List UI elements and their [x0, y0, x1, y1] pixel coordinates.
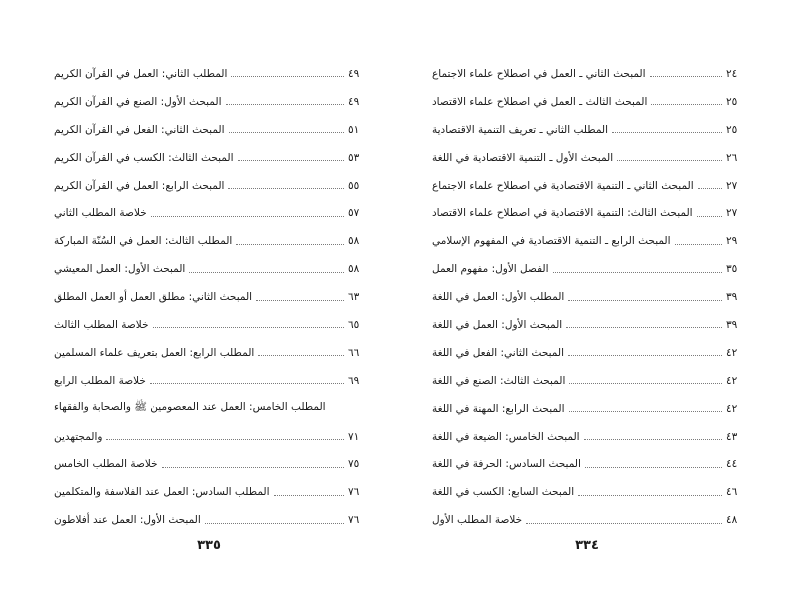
toc-entry-page: ٢٦	[726, 151, 738, 164]
toc-entry-page: ٧٦	[348, 514, 360, 527]
toc-entry	[48, 199, 370, 227]
toc-entry-title: المبحث الأول: العمل عند أفلاطون	[54, 514, 201, 527]
leader-dots	[650, 76, 722, 77]
leader-dots	[150, 383, 344, 384]
toc-entry-title: المبحث الثالث ـ العمل في اصطلاح علماء الاقتصاد	[432, 95, 648, 108]
toc-page-right	[426, 0, 748, 601]
toc-entry-title: المبحث الخامس: الضيعة في اللغة	[432, 430, 580, 443]
leader-dots	[612, 132, 722, 133]
toc-entry	[48, 116, 370, 144]
toc-entry-title: المبحث الثالث: التنمية الاقتصادية في اصطلاح علماء الاقتصاد	[432, 207, 693, 220]
toc-entry-title: المبحث الرابع ـ التنمية الاقتصادية في المفهوم الإسلامي	[432, 235, 671, 248]
leader-dots	[226, 104, 345, 105]
toc-entry-title: المبحث الأول: العمل المعيشي	[54, 263, 186, 276]
leader-dots	[258, 355, 344, 356]
leader-dots	[568, 300, 722, 301]
toc-entry-title: المطلب الرابع: العمل بتعريف علماء المسلمين	[54, 346, 255, 359]
toc-entry-page: ٢٧	[726, 207, 738, 220]
toc-entry	[426, 339, 748, 367]
toc-entry-title: المطلب الثاني ـ تعريف التنمية الاقتصادية	[432, 123, 609, 136]
toc-entry-title: المبحث الثاني ـ التنمية الاقتصادية في اصطلاح علماء الاجتماع	[432, 179, 694, 192]
toc-entry-page: ٦٦	[348, 346, 360, 359]
toc-entry-title: المبحث الثاني: الفعل في اللغة	[432, 346, 564, 359]
toc-entry-page: ٤٩	[348, 95, 360, 108]
toc-entry	[48, 367, 370, 395]
leader-dots	[236, 244, 344, 245]
toc-entry-title: المطلب السادس: العمل عند الفلاسفة والمتكلمين	[54, 486, 270, 499]
toc-entry	[426, 144, 748, 172]
toc-entry-page: ٢٩	[726, 235, 738, 248]
leader-dots	[526, 523, 722, 524]
toc-entry-page: ٦٩	[348, 374, 360, 387]
toc-entry-page: ٤٦	[726, 486, 738, 499]
leader-dots	[229, 132, 344, 133]
leader-dots	[205, 523, 344, 524]
leader-dots	[256, 300, 344, 301]
toc-entry-title: والمجتهدين	[54, 430, 103, 443]
toc-entry-page: ٥٥	[348, 179, 360, 192]
toc-entry-title: المبحث السابع: الكسب في اللغة	[432, 486, 575, 499]
toc-entry	[48, 283, 370, 311]
toc-entry	[48, 450, 370, 478]
leader-dots	[584, 439, 722, 440]
toc-entry-page: ٤٤	[726, 458, 738, 471]
leader-dots	[578, 495, 722, 496]
toc-entry-page: ٥١	[348, 123, 360, 136]
toc-entry-page: ٢٥	[726, 95, 738, 108]
toc-entry-page: ٤٨	[726, 514, 738, 527]
toc-entry	[426, 283, 748, 311]
toc-entry-page: ٥٧	[348, 207, 360, 220]
leader-dots	[274, 495, 344, 496]
toc-entry-page: ٣٩	[726, 318, 738, 331]
toc-entry	[48, 88, 370, 116]
toc-entry	[426, 367, 748, 395]
toc-entry-title: خلاصة المطلب الأول	[432, 514, 523, 527]
toc-entry-title: خلاصة المطلب الثالث	[54, 318, 149, 331]
toc-entry-title: المبحث الثاني ـ العمل في اصطلاح علماء الاجتماع	[432, 67, 646, 80]
leader-dots	[106, 439, 344, 440]
toc-entry	[48, 478, 370, 506]
toc-entry-title: المبحث الثالث: الكسب في القرآن الكريم	[54, 151, 234, 164]
toc-entry-title: المطلب الخامس: العمل عند المعصومين ﷺ والصحابة والفقهاء	[54, 401, 326, 414]
toc-entry-page: ٤٢	[726, 402, 738, 415]
toc-entry-title: المبحث الأول: العمل في اللغة	[432, 318, 563, 331]
toc-entry	[426, 116, 748, 144]
leader-dots	[566, 327, 722, 328]
toc-entry	[426, 423, 748, 451]
toc-entry-title: خلاصة المطلب الخامس	[54, 458, 158, 471]
toc-entry	[426, 311, 748, 339]
toc-entry-page: ٤٣	[726, 430, 738, 443]
toc-list-right	[426, 60, 748, 534]
leader-dots	[651, 104, 722, 105]
toc-entry	[426, 506, 748, 534]
page-number: ٣٣٤	[575, 538, 599, 553]
toc-entry	[426, 199, 748, 227]
toc-entry-title: المبحث الثالث: الصنع في اللغة	[432, 374, 566, 387]
toc-entry-page: ٦٥	[348, 318, 360, 331]
toc-entry	[48, 311, 370, 339]
toc-entry-page: ٧١	[348, 430, 360, 443]
toc-entry-page: ٥٨	[348, 235, 360, 248]
toc-entry-page: ٥٣	[348, 151, 360, 164]
toc-entry-page: ٢٧	[726, 179, 738, 192]
toc-list-left	[48, 60, 370, 534]
leader-dots	[162, 467, 344, 468]
leader-dots	[228, 188, 344, 189]
toc-entry-page: ٤٩	[348, 67, 360, 80]
leader-dots	[697, 216, 722, 217]
toc-entry	[426, 478, 748, 506]
toc-entry-title: المبحث الرابع: المهنة في اللغة	[432, 402, 565, 415]
toc-entry-title: المطلب الثاني: العمل في القرآن الكريم	[54, 67, 228, 80]
toc-entry-page: ٣٥	[726, 263, 738, 276]
leader-dots	[569, 383, 722, 384]
toc-entry-title: المبحث الرابع: العمل في القرآن الكريم	[54, 179, 225, 192]
toc-entry-title: المبحث الثاني: الفعل في القرآن الكريم	[54, 123, 225, 136]
toc-entry	[426, 172, 748, 200]
toc-entry	[48, 60, 370, 88]
toc-entry-page: ٥٨	[348, 263, 360, 276]
toc-entry	[48, 172, 370, 200]
toc-entry-page: ٤٢	[726, 346, 738, 359]
toc-entry-wrapped	[48, 395, 370, 423]
toc-entry-page: ٧٥	[348, 458, 360, 471]
toc-entry-title: خلاصة المطلب الرابع	[54, 374, 146, 387]
toc-entry-title: المطلب الأول: العمل في اللغة	[432, 291, 565, 304]
leader-dots	[617, 160, 722, 161]
toc-entry	[48, 144, 370, 172]
toc-entry	[48, 255, 370, 283]
toc-entry	[426, 60, 748, 88]
leader-dots	[151, 216, 344, 217]
page-number: ٣٣٥	[197, 538, 221, 553]
toc-entry-title: المبحث الأول ـ التنمية الاقتصادية في اللغة	[432, 151, 614, 164]
toc-entry	[426, 227, 748, 255]
leader-dots	[189, 272, 344, 273]
toc-entry-page: ٢٥	[726, 123, 738, 136]
toc-entry-title: الفصل الأول: مفهوم العمل	[432, 263, 549, 276]
leader-dots	[238, 160, 345, 161]
toc-entry	[48, 423, 370, 451]
toc-entry-page: ٣٩	[726, 291, 738, 304]
toc-entry-title: المبحث السادس: الحرفة في اللغة	[432, 458, 581, 471]
toc-entry	[48, 339, 370, 367]
toc-entry-title: المطلب الثالث: العمل في السُنّة المباركة	[54, 235, 233, 248]
leader-dots	[569, 411, 722, 412]
leader-dots	[675, 244, 722, 245]
toc-entry-title: المبحث الثاني: مطلق العمل أو العمل المطلق	[54, 291, 253, 304]
toc-entry-page: ٤٢	[726, 374, 738, 387]
toc-entry	[48, 506, 370, 534]
leader-dots	[553, 272, 722, 273]
leader-dots	[568, 355, 722, 356]
toc-page-left	[48, 0, 370, 601]
toc-entry-page: ٧٦	[348, 486, 360, 499]
toc-entry	[426, 255, 748, 283]
toc-entry	[48, 227, 370, 255]
leader-dots	[153, 327, 344, 328]
toc-entry-page: ٦٣	[348, 291, 360, 304]
toc-entry-title: خلاصة المطلب الثاني	[54, 207, 147, 220]
toc-entry	[426, 395, 748, 423]
leader-dots	[231, 76, 344, 77]
toc-entry-page: ٢٤	[726, 67, 738, 80]
toc-entry	[426, 450, 748, 478]
leader-dots	[585, 467, 722, 468]
leader-dots	[698, 188, 722, 189]
toc-entry	[426, 88, 748, 116]
toc-entry-title: المبحث الأول: الصنع في القرآن الكريم	[54, 95, 222, 108]
